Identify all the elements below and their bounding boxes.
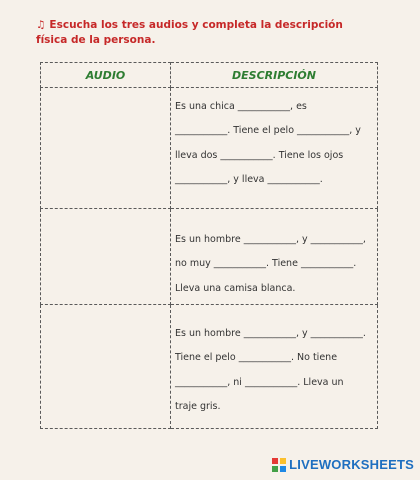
music-note-icon: ♫	[36, 19, 46, 31]
audio-cell-2[interactable]	[41, 209, 171, 305]
table-row	[41, 88, 378, 209]
header-audio: AUDIO	[41, 63, 171, 88]
instructions-text: Escucha los tres audios y completa la descripción física de la persona.	[36, 19, 343, 46]
header-description: DESCRIPCIÓN	[171, 63, 378, 88]
desc-line: traje gris.	[175, 400, 221, 412]
desc-line: lleva dos ___________. Tiene los ojos	[175, 149, 344, 161]
audio-cell-3[interactable]	[41, 305, 171, 429]
instructions	[36, 18, 366, 48]
desc-line: Es una chica ___________, es	[175, 101, 307, 112]
desc-line: ___________, ni ___________. Lleva un	[175, 376, 344, 388]
liveworksheets-logo[interactable]	[272, 457, 414, 472]
audio-cell-1[interactable]	[41, 88, 171, 209]
desc-line: Lleva una camisa blanca.	[175, 282, 296, 294]
desc-line: Es un hombre ___________, y ___________.	[175, 328, 366, 339]
worksheet-table	[40, 62, 378, 429]
desc-line: ___________, y lleva ___________.	[175, 173, 323, 185]
desc-line: Es un hombre ___________, y ___________,	[175, 234, 366, 245]
description-cell-1	[171, 88, 378, 209]
table-row	[41, 209, 378, 305]
table-header-row	[41, 63, 378, 88]
liveworksheets-logo-icon	[272, 458, 286, 472]
description-cell-2	[171, 209, 378, 305]
brand-name: LIVEWORKSHEETS	[289, 457, 414, 472]
description-cell-3	[171, 305, 378, 429]
desc-line: Tiene el pelo ___________. No tiene	[175, 352, 338, 364]
desc-line: no muy ___________. Tiene ___________.	[175, 258, 357, 270]
desc-line: ___________. Tiene el pelo ___________, y	[175, 125, 361, 137]
table-row	[41, 305, 378, 429]
